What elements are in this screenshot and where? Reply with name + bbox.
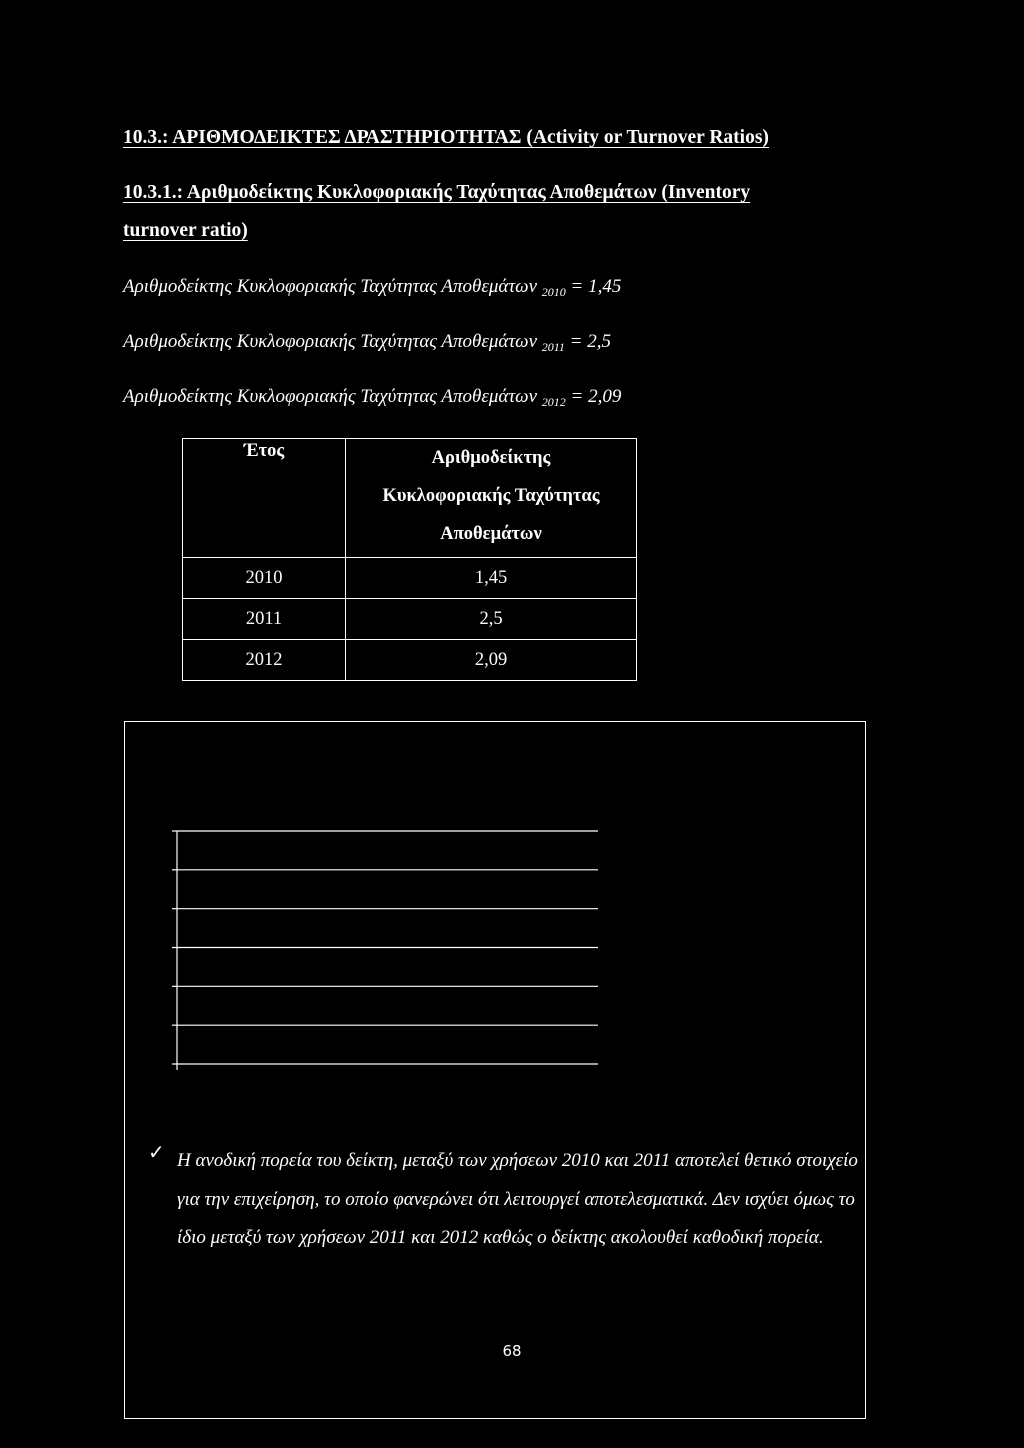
table-cell-year: 2010 — [183, 558, 346, 599]
header-ratio-line1: Αριθμοδείκτης — [431, 448, 551, 468]
checkmark-icon: ✓ — [148, 1142, 165, 1164]
table-cell-year: 2011 — [183, 599, 346, 640]
table-row — [183, 599, 637, 640]
table-row — [183, 640, 637, 681]
header-ratio-line3: Αποθεμάτων — [440, 524, 542, 544]
formula-value: = 2,09 — [570, 386, 622, 407]
formula-year: 2010 — [541, 285, 566, 299]
formula-year: 2012 — [541, 395, 566, 409]
formula-2010 — [123, 276, 621, 300]
chart-frame — [124, 721, 866, 1419]
formula-2011 — [123, 331, 611, 355]
formula-label: Αριθμοδείκτης Κυκλοφοριακής Ταχύτητας Αποθεμάτων — [123, 331, 538, 352]
series-line — [247, 869, 528, 951]
header-ratio-line2: Κυκλοφοριακής Ταχύτητας — [382, 486, 600, 506]
page-number: 68 — [502, 1342, 522, 1360]
table-header-row — [183, 439, 637, 558]
formula-label: Αριθμοδείκτης Κυκλοφοριακής Ταχύτητας Αποθεμάτων — [123, 386, 538, 407]
subsection-heading-line1: 10.3.1.: Αριθμοδείκτης Κυκλοφοριακής Ταχύτητας Αποθεμάτων (Inventory — [123, 182, 751, 203]
header-year: Έτος — [183, 439, 346, 558]
ratio-table — [182, 438, 637, 681]
formula-value: = 1,45 — [570, 276, 622, 297]
section-heading: 10.3.: ΑΡΙΘΜΟΔΕΙΚΤΕΣ ΔΡΑΣΤΗΡΙΟΤΗΤΑΣ (Activity or Turnover Ratios) — [123, 127, 769, 148]
formula-label: Αριθμοδείκτης Κυκλοφοριακής Ταχύτητας Αποθεμάτων — [123, 276, 538, 297]
formula-2012 — [123, 386, 621, 410]
table-cell-value: 2,09 — [346, 640, 637, 681]
table-row — [183, 558, 637, 599]
table-cell-value: 2,5 — [346, 599, 637, 640]
header-ratio — [346, 439, 637, 558]
formula-value: = 2,5 — [569, 331, 611, 352]
table-cell-year: 2012 — [183, 640, 346, 681]
formula-year: 2011 — [541, 340, 565, 354]
subsection-heading-line2: turnover ratio) — [123, 220, 248, 241]
table-cell-value: 1,45 — [346, 558, 637, 599]
chart — [124, 721, 866, 1419]
conclusion-paragraph: Η ανοδική πορεία του δείκτη, μεταξύ των χρήσεων 2010 και 2011 αποτελεί θετικό στοιχείο για την επιχείρηση, το οποίο φανερώνει ότι λειτουργεί αποτελεσματικά. Δεν ισχύει όμως το ίδιο μεταξύ των χρήσεων 2011 και 2012 καθώς ο δείκτης ακολουθεί καθοδική πορεία. — [177, 1150, 858, 1249]
